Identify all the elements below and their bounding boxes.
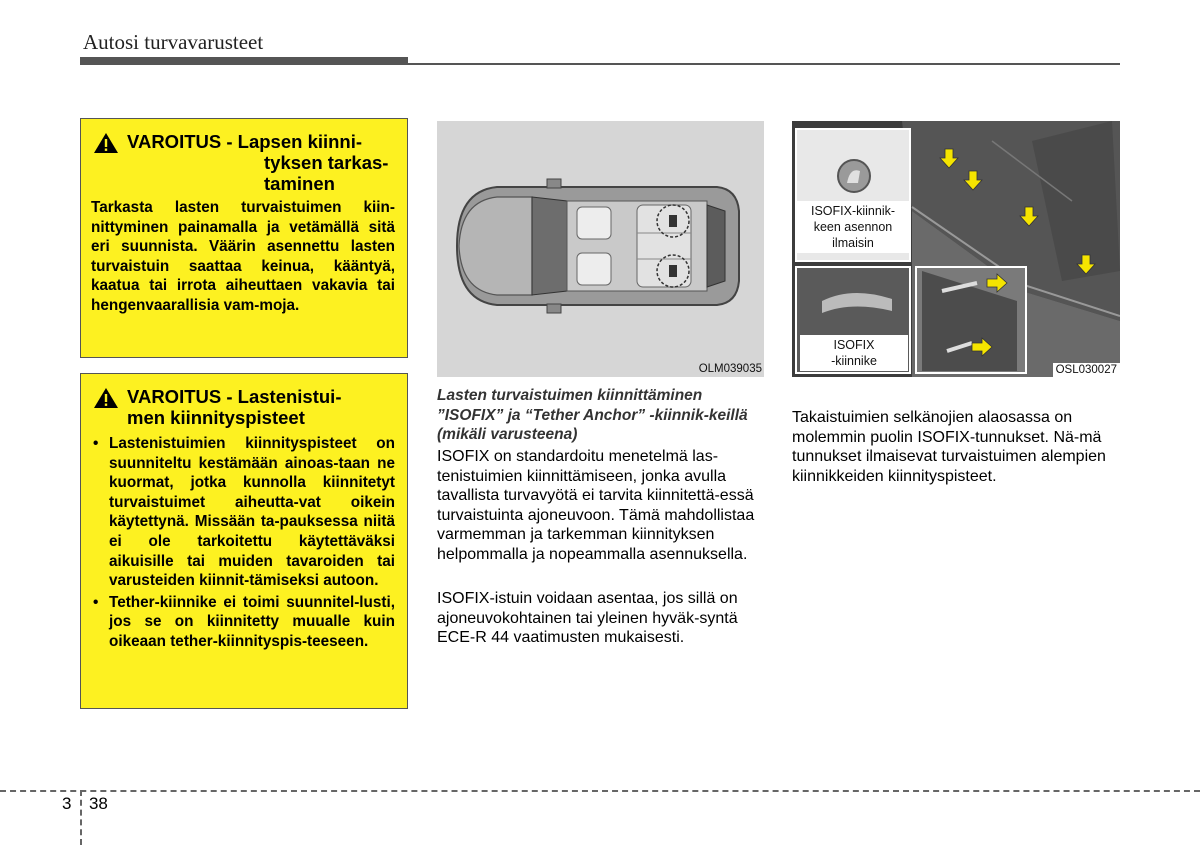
page-number-value: 38 bbox=[88, 794, 108, 813]
warning-triangle-icon bbox=[93, 387, 119, 413]
chapter-number: 3 bbox=[62, 794, 72, 813]
warning-body-text: Tarkasta lasten turvaistuimen kiin-nittyminen painamalla ja vetämällä sitä eri suunnista. Väärin asennettu lasten turvaistuin saattaa keinua, kääntyä, kaatua tai irrota aiheuttaen vakavia tai hengenvaarallisia vam-moja. bbox=[91, 199, 395, 314]
list-item: • Lastenistuimien kiinnityspisteet on suunniteltu kestämään ainoas-taan ne kuormat, jotka kunnolla kiinnitetyt turvaistuimet aiheutta-vat oikein käytettynä. Missään ta-pauksessa niitä ei ole tarkoitettu käytettäväksi aikuisille tai muiden tavaroiden tai varusteiden kiinnit-tämiseksi autoon. bbox=[91, 434, 395, 591]
isofix-anchor-label bbox=[800, 335, 908, 371]
list-item: • Tether-kiinnike ei toimi suunnitel-lusti, jos se on kiinnitetty muualle kuin oikeaan tether-kiinnityspis-teeseen. bbox=[91, 593, 395, 652]
page-number bbox=[62, 794, 108, 814]
page-header-title: Autosi turvavarusteet bbox=[83, 30, 264, 54]
warning-heading bbox=[91, 386, 395, 428]
warning-box-anchor-points bbox=[80, 373, 408, 709]
isofix-indicator-label bbox=[796, 201, 910, 253]
figure-caption: Lasten turvaistuimen kiinnittäminen ”ISOFIX” ja “Tether Anchor” -kiinnik-keillä (mikäli varusteena) bbox=[437, 387, 748, 443]
label-line: -kiinnike bbox=[831, 354, 877, 368]
body-paragraph: ISOFIX-istuin voidaan asentaa, jos sillä on ajoneuvokohtainen tai yleinen hyväk-syntä ECE-R 44 vaatimusten mukaisesti. bbox=[437, 590, 738, 647]
warning-title-cont: taminen bbox=[264, 173, 335, 194]
figure-code: OSL030027 bbox=[1053, 363, 1120, 377]
figure-car-top-view bbox=[437, 121, 764, 377]
warning-title-cont: tyksen tarkas- bbox=[264, 152, 389, 173]
figure-isofix-seat bbox=[792, 121, 1120, 377]
car-top-view-illustration bbox=[437, 121, 764, 377]
warning-title: VAROITUS - Lastenistui- bbox=[127, 386, 342, 407]
figure-code: OLM039035 bbox=[698, 363, 762, 375]
warning-heading bbox=[91, 131, 395, 194]
warning-box-child-seat-check bbox=[80, 118, 408, 358]
body-paragraph: ISOFIX on standardoitu menetelmä las-tenistuimien kiinnittämiseen, jonka avulla tavallista turvavyötä ei tarvita kiinnitettä-essä turvaistuinta ajoneuvoon. Tämä mahdollistaa varmemman ja tarkemman kiinnityksen helpommalla ja nopeammalla asennuksella. bbox=[437, 448, 755, 563]
label-line: ISOFIX-kiinnik- bbox=[810, 204, 896, 218]
label-line: ilmaisin bbox=[832, 236, 874, 250]
warning-title: VAROITUS - Lapsen kiinni- bbox=[127, 131, 363, 152]
warning-title-cont: men kiinnityspisteet bbox=[127, 407, 305, 428]
body-paragraph: Takaistuimien selkänojien alaosassa on molemmin puolin ISOFIX-tunnukset. Nä-mä tunnukset ilmaisevat turvaistuimen alempien kiinnikkeiden kiinnityspisteet. bbox=[792, 409, 1106, 485]
warning-triangle-icon bbox=[93, 132, 119, 158]
warning-bullet-list bbox=[91, 434, 395, 652]
header-rule-thin bbox=[408, 63, 1120, 65]
label-line: ISOFIX bbox=[833, 338, 875, 352]
footer-divider bbox=[0, 790, 1200, 792]
label-line: keen asennon bbox=[813, 220, 893, 234]
header-rule-thick bbox=[80, 57, 408, 65]
